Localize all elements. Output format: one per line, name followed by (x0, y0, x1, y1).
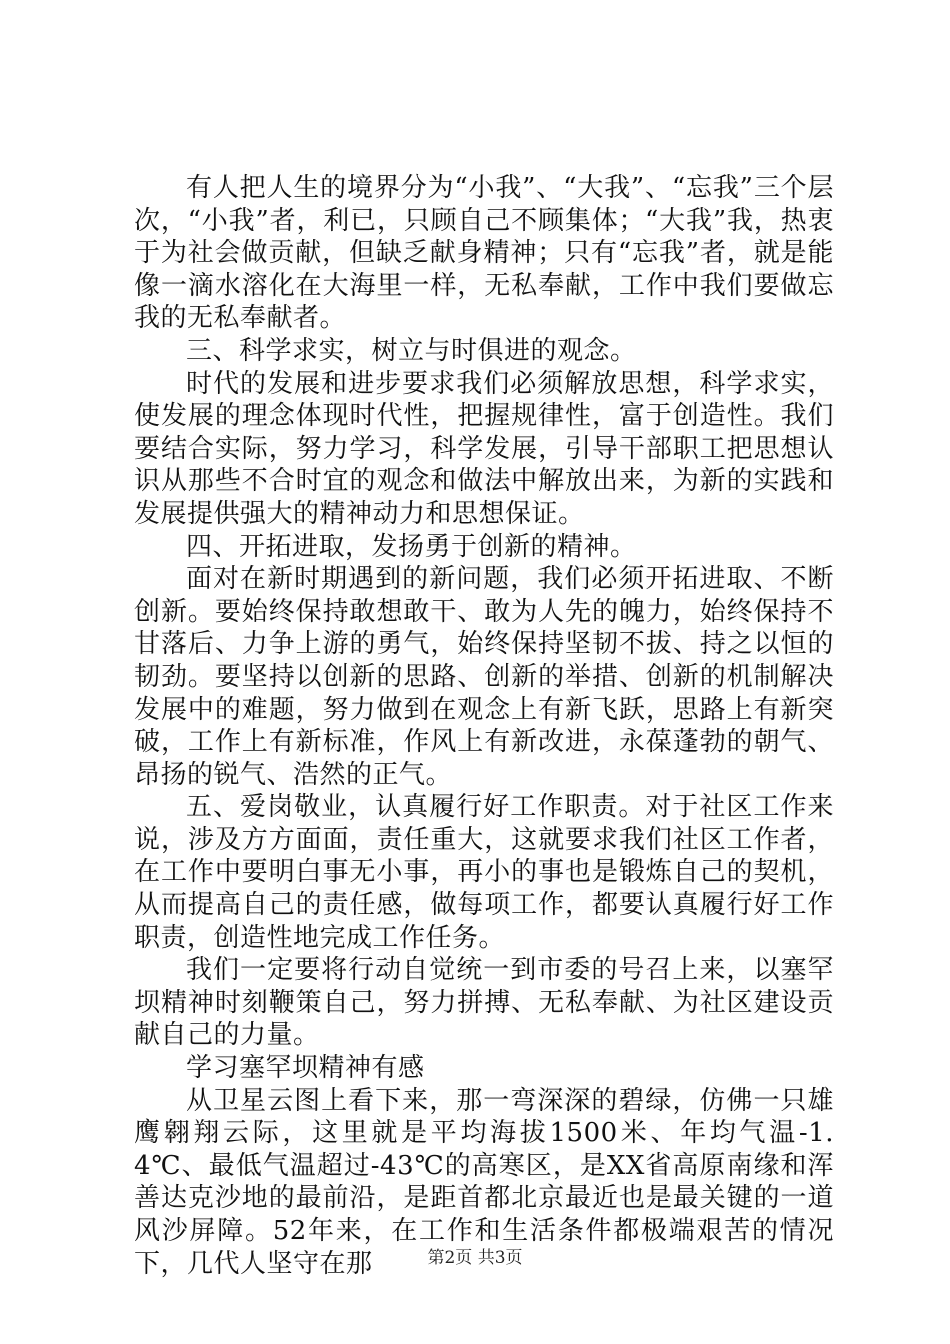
heading-section-three: 三、科学求实，树立与时俱进的观念。 (186, 335, 637, 366)
paragraph-saihanba-intro: 从卫星云图上看下来，那一弯深深的碧绿，仿佛一只雄鹰翱翔云际，这里就是平均海拔1500米、年均气温-1.4℃、最低气温超过-43℃的高寒区，是XX省高原南缘和浑善达克沙地的最前沿，是距首都北京最近也是最关键的一道风沙屏障。52年来，在工作和生活条件都极端艰苦的情况下，几代人坚守在那 (134, 1085, 834, 1279)
paragraph-innovation: 面对在新时期遇到的新问题，我们必须开拓进取、不断创新。要始终保持敢想敢干、敢为人先的魄力，始终保持不甘落后、力争上游的勇气，始终保持坚韧不拔、持之以恒的韧劲。要坚持以创新的思路、创新的举措、创新的机制解决发展中的难题，努力做到在观念上有新飞跃，思路上有新突破，工作上有新标准，作风上有新改进，永葆蓬勃的朝气、昂扬的锐气、浩然的正气。 (134, 564, 834, 790)
paragraph-scientific-development: 时代的发展和进步要求我们必须解放思想，科学求实，使发展的理念体现时代性，把握规律性，富于创造性。我们要结合实际，努力学习，科学发展，引导干部职工把思想认识从那些不合时宜的观念和做法中解放出来，为新的实践和发展提供强大的精神动力和思想保证。 (134, 368, 834, 529)
article-title: 学习塞罕坝精神有感 (186, 1053, 425, 1084)
paragraph-conclusion: 我们一定要将行动自觉统一到市委的号召上来，以塞罕坝精神时刻鞭策自己，努力拼搏、无私奉献、为社区建设贡献自己的力量。 (134, 955, 834, 1051)
heading-section-four: 四、开拓进取，发扬勇于创新的精神。 (186, 531, 637, 562)
paragraph-selfless-dedication: 有人把人生的境界分为“小我”、“大我”、“忘我”三个层次，“小我”者，利已，只顾自己不顾集体；“大我”我，热衷于为社会做贡献，但缺乏献身精神；只有“忘我”者，就是能像一滴水溶化在大海里一样，无私奉献，工作中我们要做忘我的无私奉献者。 (134, 173, 834, 334)
page-footer: 第2页 共3页 (427, 1248, 523, 1268)
paragraph-section-five: 五、爱岗敬业，认真履行好工作职责。对于社区工作来说，涉及方方面面，责任重大，这就要求我们社区工作者，在工作中要明白事无小事，再小的事也是锻炼自己的契机，从而提高自己的责任感，做每项工作，都要认真履行好工作职责，创造性地完成工作任务。 (134, 792, 834, 953)
document-body (134, 172, 834, 1280)
